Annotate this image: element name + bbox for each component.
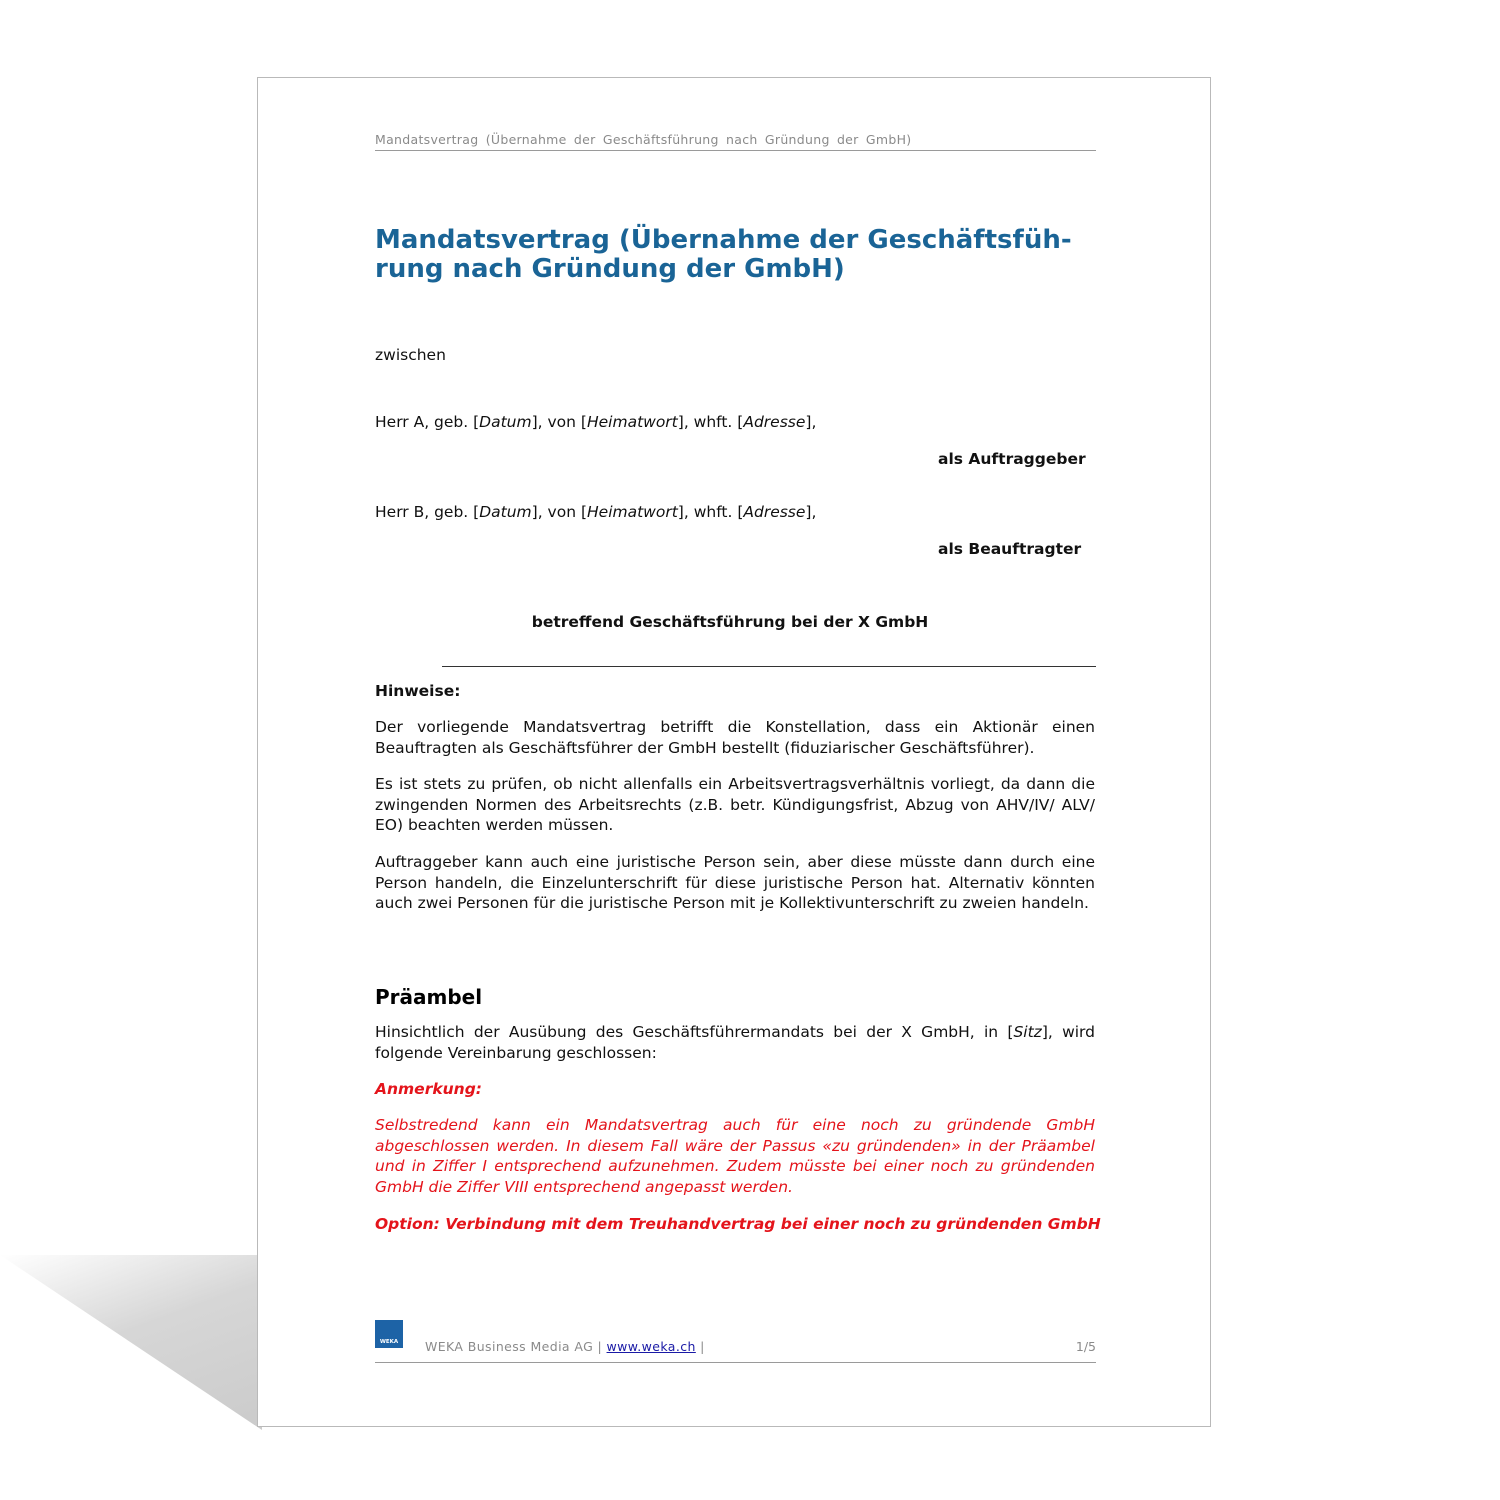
notes-paragraph-1: Der vorliegende Mandatsvertrag betrifft die Konstellation, dass ein Aktionär einen Beauftragten als Geschäftsführer der GmbH bestellt (fiduziarischer Geschäftsführer). xyxy=(375,718,1095,757)
preamble-seat: Sitz xyxy=(1013,1023,1042,1041)
party-a-line xyxy=(375,412,1095,433)
remark-heading: Anmerkung: xyxy=(375,1080,483,1098)
party-a-hometown: Heimatwort xyxy=(586,413,678,431)
running-header: Mandatsvertrag (Übernahme der Geschäftsführung nach Gründung der GmbH) xyxy=(375,132,912,147)
remark-text: Selbstredend kann ein Mandatsvertrag auch für eine noch zu gründende GmbH abgeschlossen werden. In diesem Fall wäre der Passus «zu gründenden» in der Präambel und in Ziffer I entsprechend aufzunehmen. Zudem müsste bei einer noch zu gründenden GmbH die Ziffer VIII entsprechend angepasst werden. xyxy=(375,1116,1095,1196)
preamble-text xyxy=(375,1022,1095,1063)
page-drop-shadow xyxy=(0,1255,262,1430)
preamble-text-after: ], wird folgende Vereinbarung geschlossen: xyxy=(375,1023,1095,1062)
party-a-address: Adresse xyxy=(743,413,806,431)
party-b-hometown: Heimatwort xyxy=(587,503,678,521)
contract-subject: betreffend Geschäftsführung bei der X GmbH xyxy=(531,613,929,631)
footer-company: WEKA Business Media AG | xyxy=(425,1339,607,1354)
document-title xyxy=(375,226,1095,284)
notes-paragraph-3: Auftraggeber kann auch eine juristische Person sein, aber diese müsste dann durch eine Person handeln, die Einzelunterschrift für diese juristische Person hat. Alternativ könnten auch zwei Personen für die juristische Person mit je Kollektivunterschrift zu zweien handeln. xyxy=(375,853,1095,912)
weka-logo xyxy=(375,1320,403,1348)
party-b-prefix: Herr B, geb. [ xyxy=(375,503,480,521)
option-line: Option: Verbindung mit dem Treuhandvertrag bei einer noch zu gründenden GmbH xyxy=(375,1215,1101,1233)
page-number: 1/5 xyxy=(1075,1339,1096,1354)
footer-link[interactable]: www.weka.ch xyxy=(606,1339,696,1354)
party-a-prefix: Herr A, geb. [ xyxy=(375,413,480,431)
footer-after-link: | xyxy=(695,1339,705,1354)
party-b-mid1: ], von [ xyxy=(531,503,587,521)
party-a-suffix: ], xyxy=(805,413,817,431)
party-b-address: Adresse xyxy=(743,503,806,521)
title-line-2: rung nach Gründung der GmbH) xyxy=(375,254,845,284)
preamble-text-before: Hinsichtlich der Ausübung des Geschäftsführermandats bei der X GmbH, in [ xyxy=(375,1023,1014,1041)
preamble-heading: Präambel xyxy=(375,985,483,1009)
title-line-1: Mandatsvertrag (Übernahme der Geschäftsfüh- xyxy=(375,225,1072,255)
party-a-date: Datum xyxy=(479,413,532,431)
notes-paragraph-2: Es ist stets zu prüfen, ob nicht allenfalls ein Arbeitsvertragsverhältnis vorliegt, da dann die zwingenden Normen des Arbeitsrechts (z.B. betr. Kündigungsfrist, Abzug von AHV/IV/ ALV/ EO) beachten werden müssen. xyxy=(375,775,1095,834)
party-b-line xyxy=(375,502,1095,523)
separator-rule xyxy=(442,666,1096,667)
weka-logo-text: WEKA xyxy=(379,1339,399,1345)
notes-heading: Hinweise: xyxy=(375,682,461,700)
party-a-mid2: ], whft. [ xyxy=(677,413,744,431)
footer-text xyxy=(425,1339,705,1354)
party-a-mid1: ], von [ xyxy=(531,413,587,431)
header-rule xyxy=(375,150,1096,151)
party-b-mid2: ], whft. [ xyxy=(677,503,744,521)
footer-rule xyxy=(375,1362,1096,1363)
between-label: zwischen xyxy=(375,346,446,364)
party-b-suffix: ], xyxy=(805,503,817,521)
party-b-date: Datum xyxy=(479,503,532,521)
party-a-role: als Auftraggeber xyxy=(938,450,1086,468)
party-b-role: als Beauftragter xyxy=(938,540,1082,558)
